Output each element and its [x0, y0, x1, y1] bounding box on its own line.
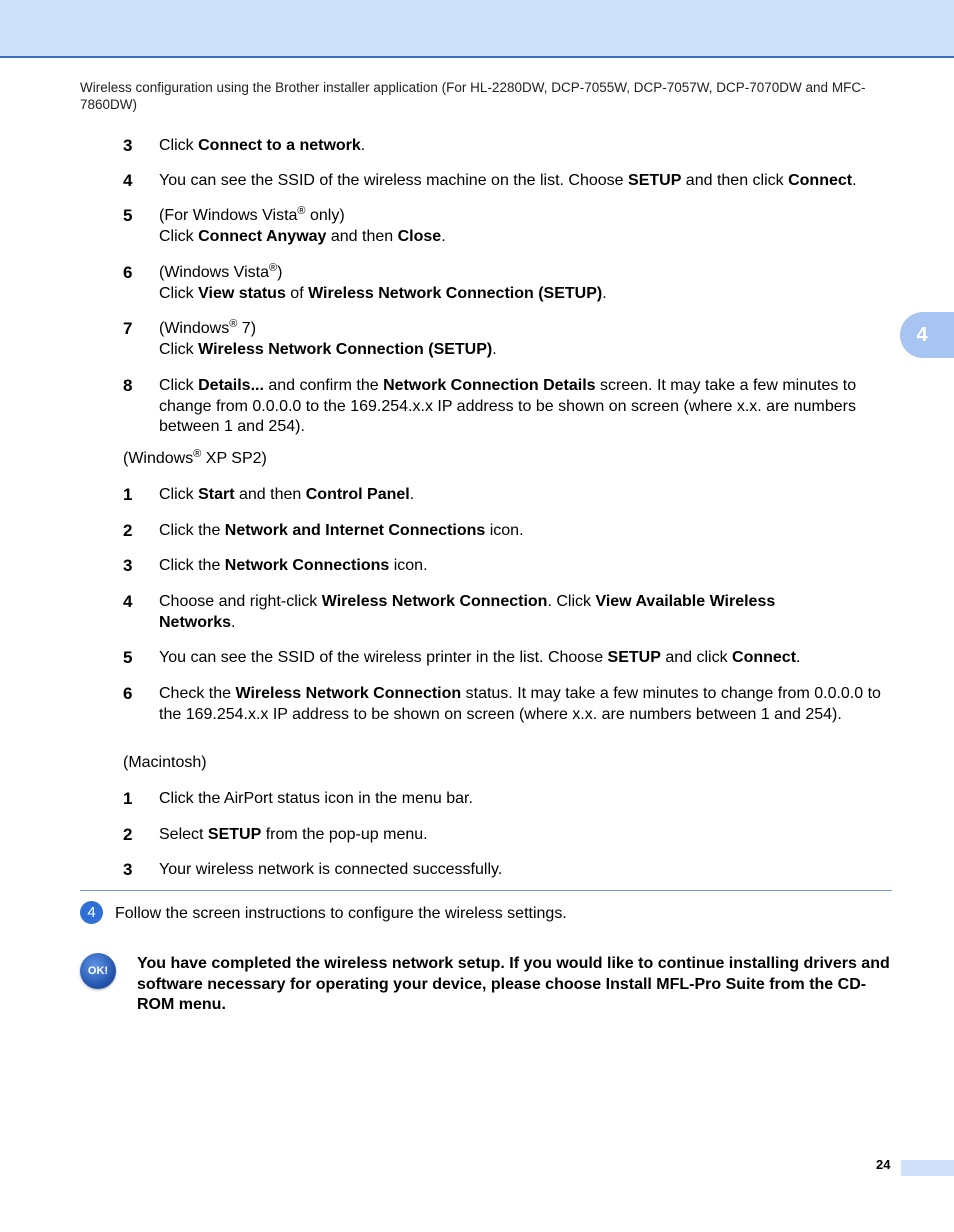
- step-a4: 4 You can see the SSID of the wireless machine on the list. Choose SETUP and then click Connect.: [123, 171, 857, 190]
- step-number: 4: [123, 171, 133, 190]
- footer-tab: [901, 1160, 954, 1176]
- header-band: [0, 0, 954, 58]
- step-number: 8: [123, 376, 133, 395]
- step-b1: 1 Click Start and then Control Panel.: [123, 485, 415, 504]
- step-number: 1: [123, 485, 133, 504]
- final-step-text: Follow the screen instructions to configure the wireless settings.: [115, 905, 567, 922]
- step-a8: 8 Click Details... and confirm the Network Connection Details screen. It may take a few minutes to change from 0.0.0.0 to the 169.254.x.x IP address to be shown on screen (where x.x. are numbers between 1 and 254).: [123, 376, 857, 435]
- step-b6: 6 Check the Wireless Network Connection status. It may take a few minutes to change from 0.0.0.0 to the 169.254.x.x IP address to be shown on screen (where x.x. are numbers between 1 and 254).: [123, 684, 881, 723]
- step-c1: 1 Click the AirPort status icon in the menu bar.: [123, 789, 473, 808]
- step-number: 1: [123, 789, 133, 808]
- xp-heading: (Windows® XP SP2): [123, 448, 267, 467]
- step-number: 2: [123, 521, 133, 540]
- step-number: 3: [123, 860, 133, 879]
- page-number: 24: [876, 1157, 891, 1172]
- step-number: 4: [123, 592, 133, 611]
- mac-heading: (Macintosh): [123, 754, 207, 771]
- step-b5: 5 You can see the SSID of the wireless printer in the list. Choose SETUP and click Connect.: [123, 648, 801, 667]
- section-divider: [80, 890, 892, 891]
- step-a6: 6 (Windows Vista®) Click View status of Wireless Network Connection (SETUP).: [123, 262, 607, 302]
- step-number: 7: [123, 319, 133, 338]
- step-a3: 3 Click Connect to a network.: [123, 136, 366, 155]
- step-b4: 4 Choose and right-click Wireless Network Connection. Click View Available Wireless Networks.: [123, 592, 776, 631]
- step-b3: 3 Click the Network Connections icon.: [123, 556, 428, 575]
- running-head: Wireless configuration using the Brother installer application (For HL-2280DW, DCP-7055W, DCP-7057W, DCP-7070DW and MFC-7860DW): [80, 80, 866, 112]
- chapter-tab[interactable]: 4: [900, 312, 954, 358]
- step-4-circle-icon: 4: [80, 901, 103, 924]
- step-c3: 3 Your wireless network is connected successfully.: [123, 860, 503, 879]
- step-number: 3: [123, 136, 133, 155]
- ok-badge-icon: OK!: [80, 953, 116, 989]
- ok-note-text: You have completed the wireless network setup. If you would like to continue installing drivers and software necessary for operating your device, please choose Install MFL-Pro Suite from the CD-ROM menu.: [137, 955, 890, 1013]
- step-a7: 7 (Windows® 7) Click Wireless Network Connection (SETUP).: [123, 318, 497, 358]
- step-a5: 5 (For Windows Vista® only) Click Connect Anyway and then Close.: [123, 205, 446, 245]
- step-number: 5: [123, 206, 133, 225]
- step-number: 6: [123, 263, 133, 282]
- step-number: 3: [123, 556, 133, 575]
- step-number: 2: [123, 825, 133, 844]
- step-c2: 2 Select SETUP from the pop-up menu.: [123, 825, 428, 844]
- step-number: 5: [123, 648, 133, 667]
- step-number: 6: [123, 684, 133, 703]
- step-b2: 2 Click the Network and Internet Connections icon.: [123, 521, 524, 540]
